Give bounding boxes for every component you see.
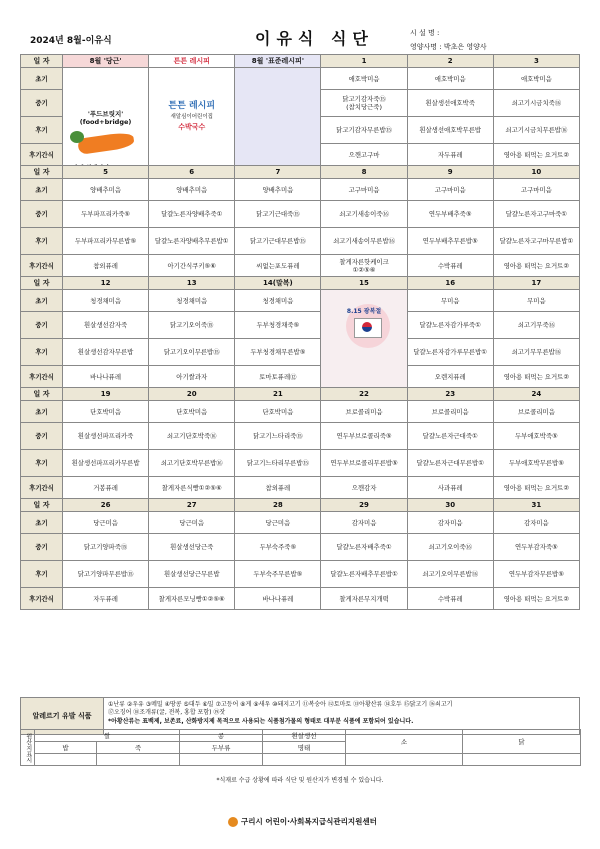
meal-cell: 바나나퓨레 xyxy=(63,366,149,388)
meal-cell: 찰게자른모닝빵①②⑤⑥ xyxy=(149,588,235,610)
day-label: 일 자 xyxy=(21,55,63,68)
meal-row-middle xyxy=(21,201,580,228)
day-label: 일 자 xyxy=(21,277,63,290)
meal-cell: 애호박미음 xyxy=(407,68,493,90)
origin-sub-porridge: 죽 xyxy=(97,742,180,754)
origin-chicken: 닭 xyxy=(463,730,581,754)
day-cell: 튼튼 레시피 xyxy=(149,55,235,68)
day-cell: 2 xyxy=(407,55,493,68)
meal-label-snack: 후기간식 xyxy=(21,588,63,610)
allergy-line: ⑰오징어 ⑱조개류(굴, 전복, 홍합 포함) ⑲잣 xyxy=(108,709,226,717)
origin-value xyxy=(35,754,97,766)
facility-info xyxy=(410,26,487,54)
meal-cell: 으깬감자 xyxy=(321,477,407,499)
meal-cell: 씨없는포도퓨레 xyxy=(235,255,321,277)
meal-cell: 연두부배추무른밥⑤ xyxy=(407,228,493,255)
footer-text: 구리시 어린이·사회복지급식관리지원센터 xyxy=(241,817,377,826)
meal-cell: 닭고기근대죽⑮ xyxy=(235,201,321,228)
meal-cell: 양배추미음 xyxy=(63,179,149,201)
meal-cell: 자두퓨레 xyxy=(63,588,149,610)
meal-cell: 두부애호박죽⑤ xyxy=(493,423,579,450)
footer xyxy=(228,816,377,827)
meal-cell: 달걀노른자근대죽① xyxy=(407,423,493,450)
standard-recipe-blank xyxy=(235,68,321,166)
meal-cell: 토마토퓨레⑫ xyxy=(235,366,321,388)
promo-recipe-sub: 새알심이어린이집 xyxy=(170,114,213,121)
meal-cell: 두부숙주무른밥⑤ xyxy=(235,561,321,588)
meal-cell: 닭고기양파죽⑮ xyxy=(63,534,149,561)
meal-label-late: 후기 xyxy=(21,339,63,366)
origin-side-label: 원산지표시 xyxy=(21,730,35,766)
meal-cell: 달걀노른자양배추무른밥① xyxy=(149,228,235,255)
day-cell: 20 xyxy=(149,388,235,401)
header-month: 2024년 8월-이유식 xyxy=(30,36,112,46)
meal-cell: 아기쌀과자 xyxy=(149,366,235,388)
meal-cell: 연두부배추죽⑤ xyxy=(407,201,493,228)
origin-value xyxy=(463,754,581,766)
meal-cell: 영아용 떠먹는 요거트② xyxy=(493,588,579,610)
meal-cell: 쇠고기무무른밥⑯ xyxy=(493,339,579,366)
meal-cell: 오렌지퓨레 xyxy=(407,366,493,388)
meal-cell: 쇠고기시금치죽⑯ xyxy=(493,90,579,117)
meal-cell: 흰살생선감자무른밥 xyxy=(63,339,149,366)
week-header-row xyxy=(21,499,580,512)
meal-cell: 감자미음 xyxy=(407,512,493,534)
meal-cell: 두부청경채죽⑤ xyxy=(235,312,321,339)
promo-food-bridge xyxy=(63,68,149,166)
meal-row-morning xyxy=(21,68,580,90)
meal-cell: 수박퓨레 xyxy=(407,588,493,610)
meal-label-late: 후기 xyxy=(21,561,63,588)
origin-beef: 소 xyxy=(346,730,463,754)
meal-cell: 거봉퓨레 xyxy=(63,477,149,499)
meal-cell: 쇠고기새송이죽⑯ xyxy=(321,201,407,228)
meal-cell: 닭고기감자무른밥⑮ xyxy=(321,117,407,144)
meal-cell: 애호박미음 xyxy=(321,68,407,90)
meal-cell: 두부애호박무른밥⑤ xyxy=(493,450,579,477)
meal-cell: 참외퓨레 xyxy=(235,477,321,499)
day-cell: 15 xyxy=(321,277,407,290)
promo-recipe xyxy=(149,68,235,166)
meal-cell: 청경채미음 xyxy=(63,290,149,312)
week-header-row xyxy=(21,55,580,68)
meal-cell: 찰게자른핫케이크 ①②⑤⑥ xyxy=(321,255,407,277)
meal-cell: 닭고기느타리죽⑮ xyxy=(235,423,321,450)
day-cell: 9 xyxy=(407,166,493,179)
meal-cell: 달걀노른자배추죽① xyxy=(321,534,407,561)
origin-bean: 콩 xyxy=(180,730,263,742)
meal-cell: 당근미음 xyxy=(63,512,149,534)
meal-cell: 달걀노른자고구마죽① xyxy=(493,201,579,228)
meal-cell: 영아용 떠먹는 요거트② xyxy=(493,477,579,499)
day-cell: 27 xyxy=(149,499,235,512)
meal-cell: 쇠고기단호박죽⑯ xyxy=(149,423,235,450)
meal-cell: 단호박미음 xyxy=(235,401,321,423)
carrot-leaf xyxy=(70,131,84,143)
meal-cell: 두부청경채무른밥⑤ xyxy=(235,339,321,366)
meal-cell: 달걀노른자배추무른밥① xyxy=(321,561,407,588)
meal-row-morning xyxy=(21,401,580,423)
meal-cell: 애호박미음 xyxy=(493,68,579,90)
origin-table xyxy=(20,729,581,766)
meal-cell: 으깬고구마 xyxy=(321,144,407,166)
meal-cell: 당근미음 xyxy=(235,512,321,534)
day-cell: 23 xyxy=(407,388,493,401)
holiday-cell xyxy=(321,290,407,388)
meal-cell: 달걀노른자감가루죽① xyxy=(407,312,493,339)
meal-cell: 참외퓨레 xyxy=(63,255,149,277)
meal-row-middle xyxy=(21,423,580,450)
meal-cell: 흰살생선감자죽 xyxy=(63,312,149,339)
meal-cell: 브로콜리미음 xyxy=(321,401,407,423)
day-cell: 8월 '당근' xyxy=(63,55,149,68)
meal-cell: 고구마미음 xyxy=(321,179,407,201)
meal-cell: 두부숙주죽⑤ xyxy=(235,534,321,561)
page-title: 이유식 식단 xyxy=(255,29,374,48)
day-cell: 1 xyxy=(321,55,407,68)
meal-cell: 당근미음 xyxy=(149,512,235,534)
meal-cell: 청경채미음 xyxy=(149,290,235,312)
meal-cell: 고구마미음 xyxy=(407,179,493,201)
meal-cell: 흰살생선파프리카죽 xyxy=(63,423,149,450)
day-cell: 28 xyxy=(235,499,321,512)
meal-row-late xyxy=(21,561,580,588)
meal-label-middle: 중기 xyxy=(21,312,63,339)
carrot-image xyxy=(77,131,135,155)
meal-cell: 바나나퓨레 xyxy=(235,588,321,610)
week-header-row xyxy=(21,166,580,179)
day-cell: 29 xyxy=(321,499,407,512)
day-cell: 10 xyxy=(493,166,579,179)
meal-cell: 양배추미음 xyxy=(235,179,321,201)
meal-label-middle: 중기 xyxy=(21,90,63,117)
meal-cell: 연두부감자죽⑤ xyxy=(493,534,579,561)
day-cell: 6 xyxy=(149,166,235,179)
day-cell: 22 xyxy=(321,388,407,401)
meal-cell: 영아용 떠먹는 요거트② xyxy=(493,255,579,277)
meal-cell: 수박퓨레 xyxy=(407,255,493,277)
day-label: 일 자 xyxy=(21,388,63,401)
meal-cell: 닭고기감자죽⑮ (참치당근죽) xyxy=(321,90,407,117)
meal-row-morning xyxy=(21,512,580,534)
meal-label-late: 후기 xyxy=(21,450,63,477)
facility-name: 시 설 명 : xyxy=(410,29,440,37)
meal-cell: 흰살생선당근무른밥 xyxy=(149,561,235,588)
meal-label-morning: 초기 xyxy=(21,179,63,201)
week-header-row xyxy=(21,388,580,401)
meal-cell: 찰게자른무지개떡 xyxy=(321,588,407,610)
meal-label-morning: 초기 xyxy=(21,401,63,423)
meal-cell: 양배추미음 xyxy=(149,179,235,201)
meal-label-late: 후기 xyxy=(21,228,63,255)
day-cell: 7 xyxy=(235,166,321,179)
day-cell: 8월 '표준레시피' xyxy=(235,55,321,68)
day-label: 일 자 xyxy=(21,499,63,512)
meal-cell: 자두퓨레 xyxy=(407,144,493,166)
promo-food-bridge-box xyxy=(64,107,147,126)
meal-row-morning xyxy=(21,290,580,312)
meal-cell: 쇠고기새송이무른밥⑯ xyxy=(321,228,407,255)
meal-cell: 달걀노른자양배추죽① xyxy=(149,201,235,228)
meal-cell: 연두부브로콜리무른밥⑤ xyxy=(321,450,407,477)
holiday-box xyxy=(322,294,405,384)
meal-label-snack: 후기간식 xyxy=(21,144,63,166)
day-cell: 3 xyxy=(493,55,579,68)
meal-cell: 흰살생선당근죽 xyxy=(149,534,235,561)
promo-recipe-dish: 수박국수 xyxy=(178,123,206,132)
meal-cell: 달걀노른자고구마무른밥① xyxy=(493,228,579,255)
day-cell: 30 xyxy=(407,499,493,512)
origin-sub-rice: 밥 xyxy=(35,742,97,754)
meal-label-snack: 후기간식 xyxy=(21,366,63,388)
origin-sub-pollock: 명태 xyxy=(263,742,346,754)
origin-value xyxy=(263,754,346,766)
meal-row-snack xyxy=(21,255,580,277)
meal-cell: 사과퓨레 xyxy=(407,477,493,499)
meal-label-middle: 중기 xyxy=(21,534,63,561)
meal-cell: 영아용 떠먹는 요거트② xyxy=(493,366,579,388)
meal-cell: 쇠고기오이무른밥⑯ xyxy=(407,561,493,588)
meal-cell: 아기간식쿠키⑤⑥ xyxy=(149,255,235,277)
meal-cell: 청경채미음 xyxy=(235,290,321,312)
meal-row-morning xyxy=(21,179,580,201)
origin-rice: 쌀 xyxy=(35,730,180,742)
meal-label-morning: 초기 xyxy=(21,68,63,90)
allergy-line: ①난류 ②우유 ③메밀 ④땅콩 ⑤대두 ⑥밀 ⑦고등어 ⑧게 ⑨새우 ⑩돼지고기 ⑪복숭아 ⑫토마토 ⑬아황산류 ⑭호두 ⑮닭고기 ⑯쇠고기 xyxy=(108,701,453,708)
meal-label-late: 후기 xyxy=(21,117,63,144)
meal-cell: 두부파프리카죽⑤ xyxy=(63,201,149,228)
day-cell: 19 xyxy=(63,388,149,401)
day-cell: 14(말복) xyxy=(235,277,321,290)
meal-row-late xyxy=(21,339,580,366)
meal-cell: 닭고기느타리무른밥⑮ xyxy=(235,450,321,477)
meal-cell: 무미음 xyxy=(407,290,493,312)
meal-row-late xyxy=(21,228,580,255)
meal-cell: 쇠고기오이죽⑯ xyxy=(407,534,493,561)
meal-cell: 달걀노른자근대무른밥① xyxy=(407,450,493,477)
meal-cell: 흰살생선파프리카무른밥 xyxy=(63,450,149,477)
meal-label-morning: 초기 xyxy=(21,290,63,312)
meal-cell: 브로콜리미음 xyxy=(493,401,579,423)
promo-food-bridge-title: '푸드브릿지' (food+bridge) xyxy=(79,109,132,126)
menu-table xyxy=(20,54,580,610)
day-label: 일 자 xyxy=(21,166,63,179)
day-cell: 31 xyxy=(493,499,579,512)
meal-cell: 감자미음 xyxy=(321,512,407,534)
meal-label-morning: 초기 xyxy=(21,512,63,534)
meal-cell: 단호박미음 xyxy=(149,401,235,423)
center-logo-icon xyxy=(228,817,238,827)
day-cell: 21 xyxy=(235,388,321,401)
day-cell: 8 xyxy=(321,166,407,179)
origin-value xyxy=(346,754,463,766)
allergy-label: 알레르기 유발 식품 xyxy=(21,698,104,734)
day-cell: 5 xyxy=(63,166,149,179)
meal-cell: 닭고기오이죽⑮ xyxy=(149,312,235,339)
footnote: *식재료 수급 상황에 따라 식단 및 원산지가 변경될 수 있습니다. xyxy=(216,777,384,784)
day-cell: 12 xyxy=(63,277,149,290)
day-cell: 17 xyxy=(493,277,579,290)
meal-cell: 감자미음 xyxy=(493,512,579,534)
meal-cell: 흰살생선애호박무른밥 xyxy=(407,117,493,144)
meal-cell: 쇠고기시금치무른밥⑯ xyxy=(493,117,579,144)
origin-sub-tofu: 두부류 xyxy=(180,742,263,754)
meal-cell: 닭고기양파무른밥⑮ xyxy=(63,561,149,588)
origin-fish: 흰살생선 xyxy=(263,730,346,742)
allergy-note: *아황산류는 표백제, 보존료, 산화방지제 목적으로 사용되는 식품첨가물의 형태로 대부분 식품에 포함되어 있습니다. xyxy=(108,717,414,725)
meal-label-snack: 후기간식 xyxy=(21,255,63,277)
meal-row-snack xyxy=(21,588,580,610)
promo-recipe-title: 튼튼 레시피 xyxy=(168,101,216,112)
meal-cell: 달걀노른자감가루무른밥① xyxy=(407,339,493,366)
meal-cell: 영아용 떠먹는 요거트② xyxy=(493,144,579,166)
week-header-row xyxy=(21,277,580,290)
origin-value xyxy=(180,754,263,766)
meal-cell: 무미음 xyxy=(493,290,579,312)
meal-cell: 연두부감자무른밥⑤ xyxy=(493,561,579,588)
meal-label-middle: 중기 xyxy=(21,423,63,450)
day-cell: 24 xyxy=(493,388,579,401)
dietitian-name: 영양사명 : 박초은 영양사 xyxy=(410,43,487,51)
meal-row-late xyxy=(21,450,580,477)
meal-cell: 쇠고기무죽⑯ xyxy=(493,312,579,339)
meal-cell: 흰살생선애호박죽 xyxy=(407,90,493,117)
meal-cell: 단호박미음 xyxy=(63,401,149,423)
day-cell: 26 xyxy=(63,499,149,512)
meal-cell: 연두부브로콜리죽⑤ xyxy=(321,423,407,450)
meal-cell: 두부파프리카무른밥⑤ xyxy=(63,228,149,255)
meal-cell: 고구마미음 xyxy=(493,179,579,201)
meal-cell: 브로콜리미음 xyxy=(407,401,493,423)
taeguk-icon xyxy=(362,322,372,332)
meal-cell: 닭고기근대무른밥⑮ xyxy=(235,228,321,255)
meal-row-middle xyxy=(21,312,580,339)
meal-row-snack xyxy=(21,366,580,388)
holiday-label: 8.15 광복절 xyxy=(346,307,382,315)
meal-row-middle xyxy=(21,534,580,561)
meal-cell: 찰게자른식빵①②⑤⑥ xyxy=(149,477,235,499)
origin-value xyxy=(97,754,180,766)
meal-cell: 쇠고기단호박무른밥⑯ xyxy=(149,450,235,477)
meal-row-snack xyxy=(21,477,580,499)
day-cell: 16 xyxy=(407,277,493,290)
day-cell: 13 xyxy=(149,277,235,290)
meal-label-snack: 후기간식 xyxy=(21,477,63,499)
meal-cell: 닭고기오이무른밥⑮ xyxy=(149,339,235,366)
meal-label-middle: 중기 xyxy=(21,201,63,228)
